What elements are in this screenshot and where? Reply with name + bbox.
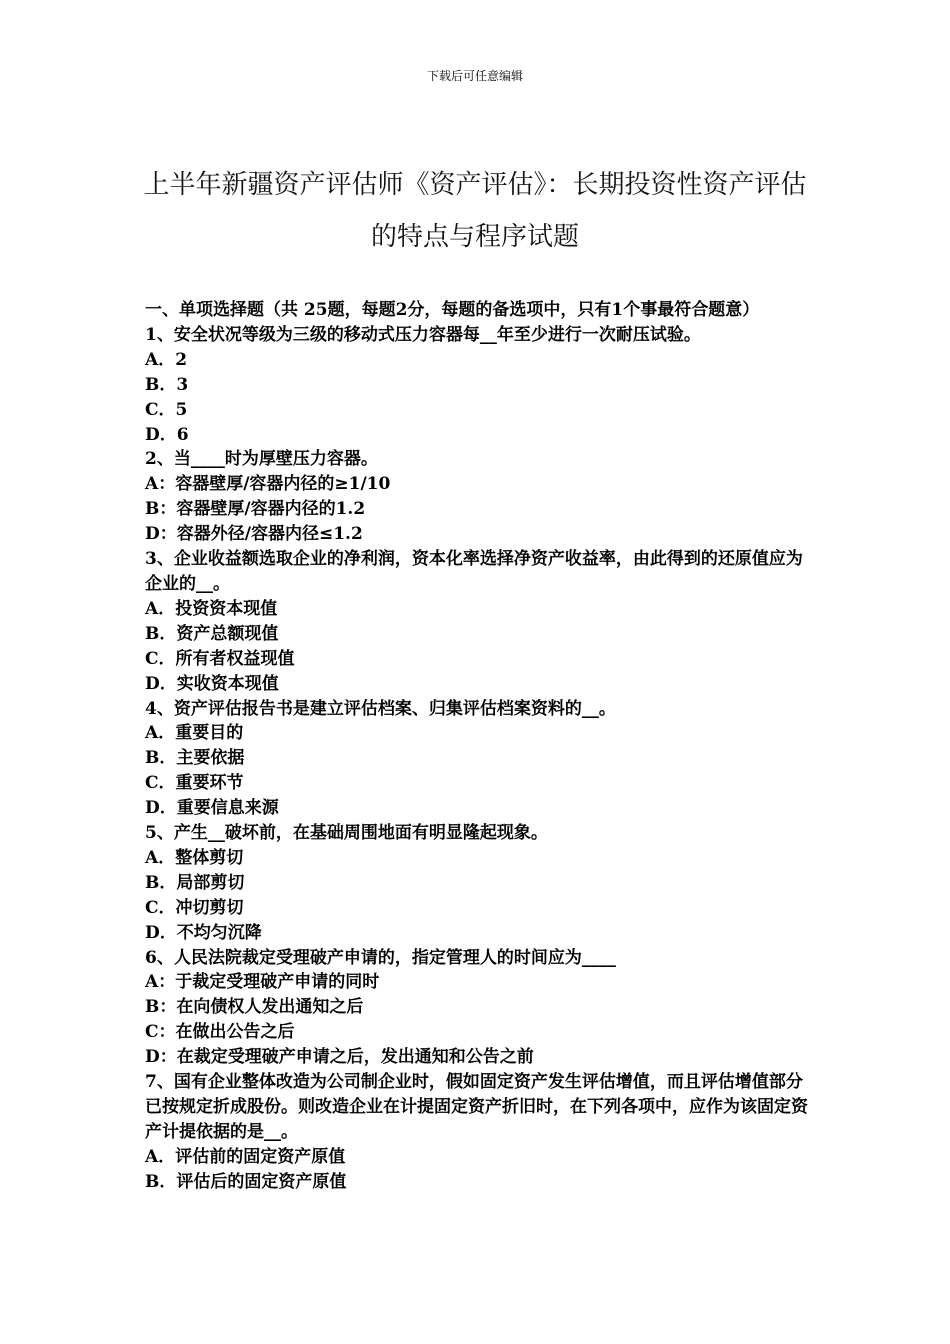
option-d: D．不均匀沉降 [145, 922, 262, 943]
question-stem: 3、企业收益额选取企业的净利润，资本化率选择净资产收益率，由此得到的还原值应为企业的__。 [145, 549, 803, 594]
option-a: A．2 [145, 349, 188, 370]
option-d: D．6 [145, 424, 189, 445]
option-b: B．评估后的固定资产原值 [145, 1171, 347, 1192]
option-d: D．实收资本现值 [145, 673, 279, 694]
option-a: A：于裁定受理破产申请的同时 [145, 972, 380, 993]
question-7 [145, 1070, 810, 1195]
option-c: C．所有者权益现值 [145, 648, 295, 669]
question-stem: 1、安全状况等级为三级的移动式压力容器每__年至少进行一次耐压试验。 [145, 324, 701, 345]
question-stem: 7、国有企业整体改造为公司制企业时，假如固定资产发生评估增值，而且评估增值部分已按规定折成股份。则改造企业在计提固定资产折旧时，在下列各项中，应作为该固定资产计提依据的是__。 [145, 1072, 808, 1142]
option-d: D：容器外径/容器内径≤1.2 [145, 524, 363, 545]
option-a: A．投资资本现值 [145, 598, 278, 619]
option-c: C．重要环节 [145, 773, 244, 794]
question-1 [145, 323, 810, 448]
header-note: 下载后可任意编辑 [426, 69, 523, 83]
option-b: B．3 [145, 374, 189, 395]
question-4 [145, 697, 810, 822]
option-b: B：容器壁厚/容器内径的1.2 [145, 499, 366, 520]
option-b: B：在向债权人发出通知之后 [145, 997, 364, 1018]
option-a: A：容器壁厚/容器内径的≥1/10 [145, 474, 391, 495]
question-stem: 5、产生__破坏前，在基础周围地面有明显隆起现象。 [145, 823, 548, 844]
question-stem: 4、资产评估报告书是建立评估档案、归集评估档案资料的__。 [145, 698, 616, 719]
question-stem: 2、当____时为厚壁压力容器。 [145, 449, 378, 470]
option-c: C．冲切剪切 [145, 897, 244, 918]
option-c: C：在做出公告之后 [145, 1022, 295, 1043]
document-body [145, 298, 810, 1195]
document-title: 上半年新疆资产评估师《资产评估》：长期投资性资产评估的特点与程序试题 [143, 170, 807, 253]
option-a: A．评估前的固定资产原值 [145, 1146, 346, 1167]
option-d: D．重要信息来源 [145, 798, 279, 819]
option-b: B．局部剪切 [145, 872, 245, 893]
option-d: D：在裁定受理破产申请之后，发出通知和公告之前 [145, 1047, 534, 1068]
section-heading: 一、单项选择题（共 25题，每题2分，每题的备选项中，只有1个事最符合题意） [145, 300, 760, 320]
question-6 [145, 946, 810, 1071]
question-5 [145, 821, 810, 946]
option-b: B．资产总额现值 [145, 623, 279, 644]
option-a: A．重要目的 [145, 723, 244, 744]
question-3 [145, 547, 810, 696]
question-stem: 6、人民法院裁定受理破产申请的，指定管理人的时间应为____ [145, 947, 616, 968]
option-a: A．整体剪切 [145, 847, 244, 868]
option-c: C．5 [145, 399, 188, 420]
option-b: B．主要依据 [145, 748, 245, 769]
question-2 [145, 447, 810, 547]
